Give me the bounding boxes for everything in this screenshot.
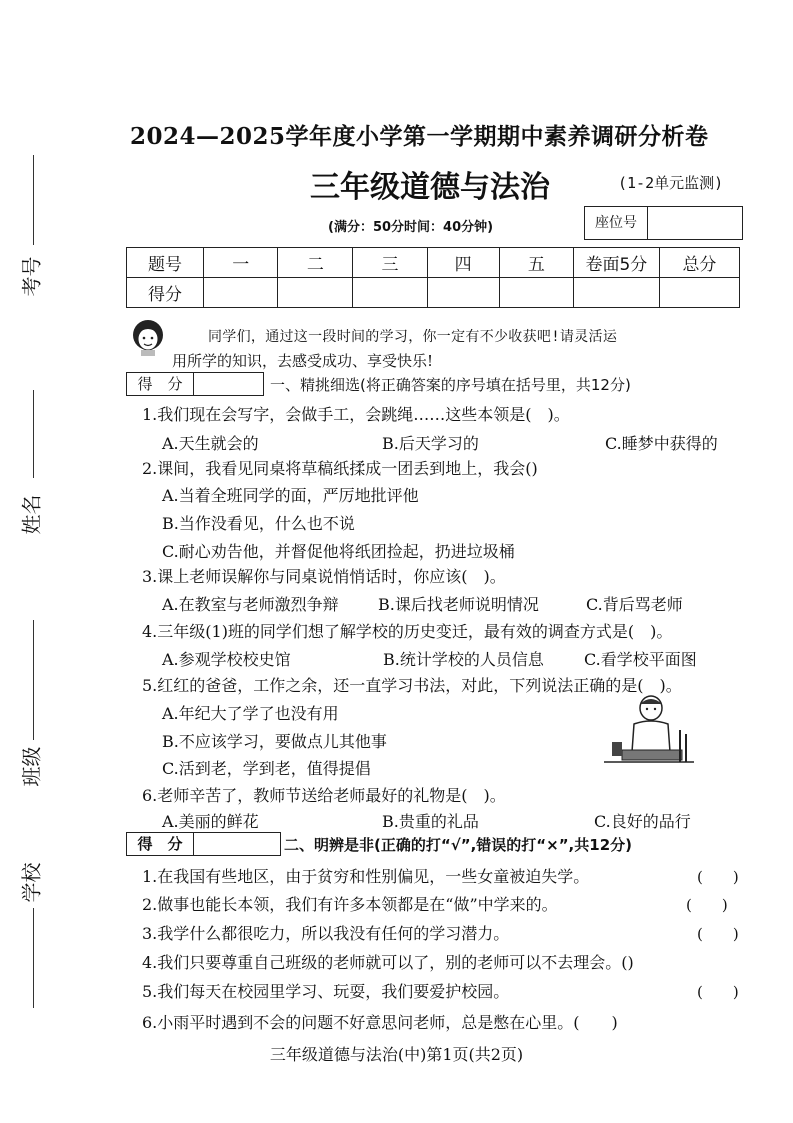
- judgement-question: 5.我们每天在校园里学习、玩耍，我们要爱护校园。: [142, 982, 510, 1001]
- class-label: 班级: [19, 746, 44, 787]
- table-cell: 四: [427, 248, 499, 278]
- judgement-question: 2.做事也能长本领，我们有许多本领都是在“做”中学来的。: [142, 895, 558, 914]
- option: C.良好的品行: [594, 812, 691, 831]
- answer-blank: ( ): [697, 925, 739, 943]
- option: B.统计学校的人员信息: [383, 650, 544, 669]
- exam-no-label: 考号: [19, 256, 44, 297]
- option: B.贵重的礼品: [382, 812, 479, 831]
- option: C.耐心劝告他，并督促他将纸团捡起，扔进垃圾桶: [162, 542, 515, 561]
- question-stem: 3.课上老师误解你与同桌说悄悄话时，你应该( )。: [142, 567, 506, 586]
- option: B.课后找老师说明情况: [378, 595, 539, 614]
- table-cell: [659, 278, 739, 308]
- score-table: [126, 247, 740, 308]
- page-footer: 三年级道德与法治(中)第1页(共2页): [269, 1045, 524, 1064]
- seat-number-label: 座位号: [585, 207, 648, 239]
- table-cell: [353, 278, 427, 308]
- question-stem: 1.我们现在会写字，会做手工，会跳绳……这些本领是( )。: [142, 405, 570, 424]
- option: B.当作没看见，什么也不说: [162, 514, 355, 533]
- table-cell: 题号: [127, 248, 204, 278]
- intro-line-1: 同学们，通过这一段时间的学习，你一定有不少收获吧!请灵活运: [208, 329, 618, 345]
- judgement-question: 3.我学什么都很吃力，所以我没有任何的学习潜力。: [142, 924, 510, 943]
- judgement-question: 6.小雨平时遇到不会的问题不好意思问老师，总是憋在心里。( ): [142, 1013, 618, 1032]
- answer-blank: ( ): [697, 983, 739, 1001]
- seat-number-box: [584, 206, 743, 240]
- table-cell: 卷面5分: [573, 248, 659, 278]
- margin-line: [33, 155, 34, 245]
- section2-heading: 二、明辨是非(正确的打“√”,错误的打“×”,共12分): [284, 836, 632, 854]
- girl-face-icon: [128, 316, 168, 356]
- exam-subtitle: 三年级道德与法治: [310, 170, 550, 205]
- table-cell: 三: [353, 248, 427, 278]
- table-cell: [573, 278, 659, 308]
- option: A.当着全班同学的面，严厉地批评他: [162, 486, 419, 505]
- question-stem: 4.三年级(1)班的同学们想了解学校的历史变迁，最有效的调查方式是( )。: [142, 622, 673, 641]
- option: C.看学校平面图: [584, 650, 697, 669]
- option: A.年纪大了学了也没有用: [162, 704, 339, 723]
- section2-score-box: [126, 832, 281, 856]
- score-time-info: (满分：50分时间：40分钟): [328, 220, 494, 235]
- name-label: 姓名: [19, 494, 44, 535]
- option: A.参观学校校史馆: [162, 650, 291, 669]
- section1-score-box: [126, 372, 264, 396]
- table-cell: [204, 278, 278, 308]
- man-writing-calligraphy-illustration: [604, 694, 694, 774]
- margin-line: [33, 620, 34, 740]
- table-cell: 五: [499, 248, 573, 278]
- answer-blank: ( ): [686, 896, 728, 914]
- option: A.在教室与老师激烈争辩: [162, 595, 339, 614]
- section1-score-label: 得 分: [127, 373, 194, 395]
- table-cell: [499, 278, 573, 308]
- option: B.不应该学习，要做点儿其他事: [162, 732, 387, 751]
- table-cell: [427, 278, 499, 308]
- option: A.美丽的鲜花: [162, 812, 259, 831]
- table-row: [127, 248, 740, 278]
- school-label: 学校: [19, 862, 44, 903]
- option: C.睡梦中获得的: [605, 434, 718, 453]
- table-cell: 总分: [659, 248, 739, 278]
- answer-blank: ( ): [697, 868, 739, 886]
- judgement-question: 4.我们只要尊重自己班级的老师就可以了，别的老师可以不去理会。(): [142, 953, 634, 972]
- option: C.活到老，学到老，值得提倡: [162, 759, 371, 778]
- section2-score-label: 得 分: [127, 833, 194, 855]
- table-cell: [278, 278, 353, 308]
- unit-scope: (1-2单元监测): [618, 174, 724, 192]
- question-stem: 2.课间，我看见同桌将草稿纸揉成一团丢到地上，我会(): [142, 459, 538, 478]
- section1-heading: 一、精挑细选(将正确答案的序号填在括号里，共12分): [270, 376, 631, 394]
- table-cell: 一: [204, 248, 278, 278]
- option: C.背后骂老师: [586, 595, 683, 614]
- question-stem: 5.红红的爸爸，工作之余，还一直学习书法，对此，下列说法正确的是( )。: [142, 676, 682, 695]
- exam-title: 2024—2025学年度小学第一学期期中素养调研分析卷: [130, 123, 709, 150]
- option: A.天生就会的: [162, 434, 259, 453]
- table-cell: 得分: [127, 278, 204, 308]
- intro-line-2: 用所学的知识，去感受成功、享受快乐!: [172, 352, 434, 370]
- table-cell: 二: [278, 248, 353, 278]
- margin-line: [33, 908, 34, 1008]
- table-row: [127, 278, 740, 308]
- question-stem: 6.老师辛苦了，教师节送给老师最好的礼物是( )。: [142, 786, 506, 805]
- option: B.后天学习的: [382, 434, 479, 453]
- judgement-question: 1.在我国有些地区，由于贫穷和性别偏见，一些女童被迫失学。: [142, 867, 590, 886]
- margin-line: [33, 390, 34, 478]
